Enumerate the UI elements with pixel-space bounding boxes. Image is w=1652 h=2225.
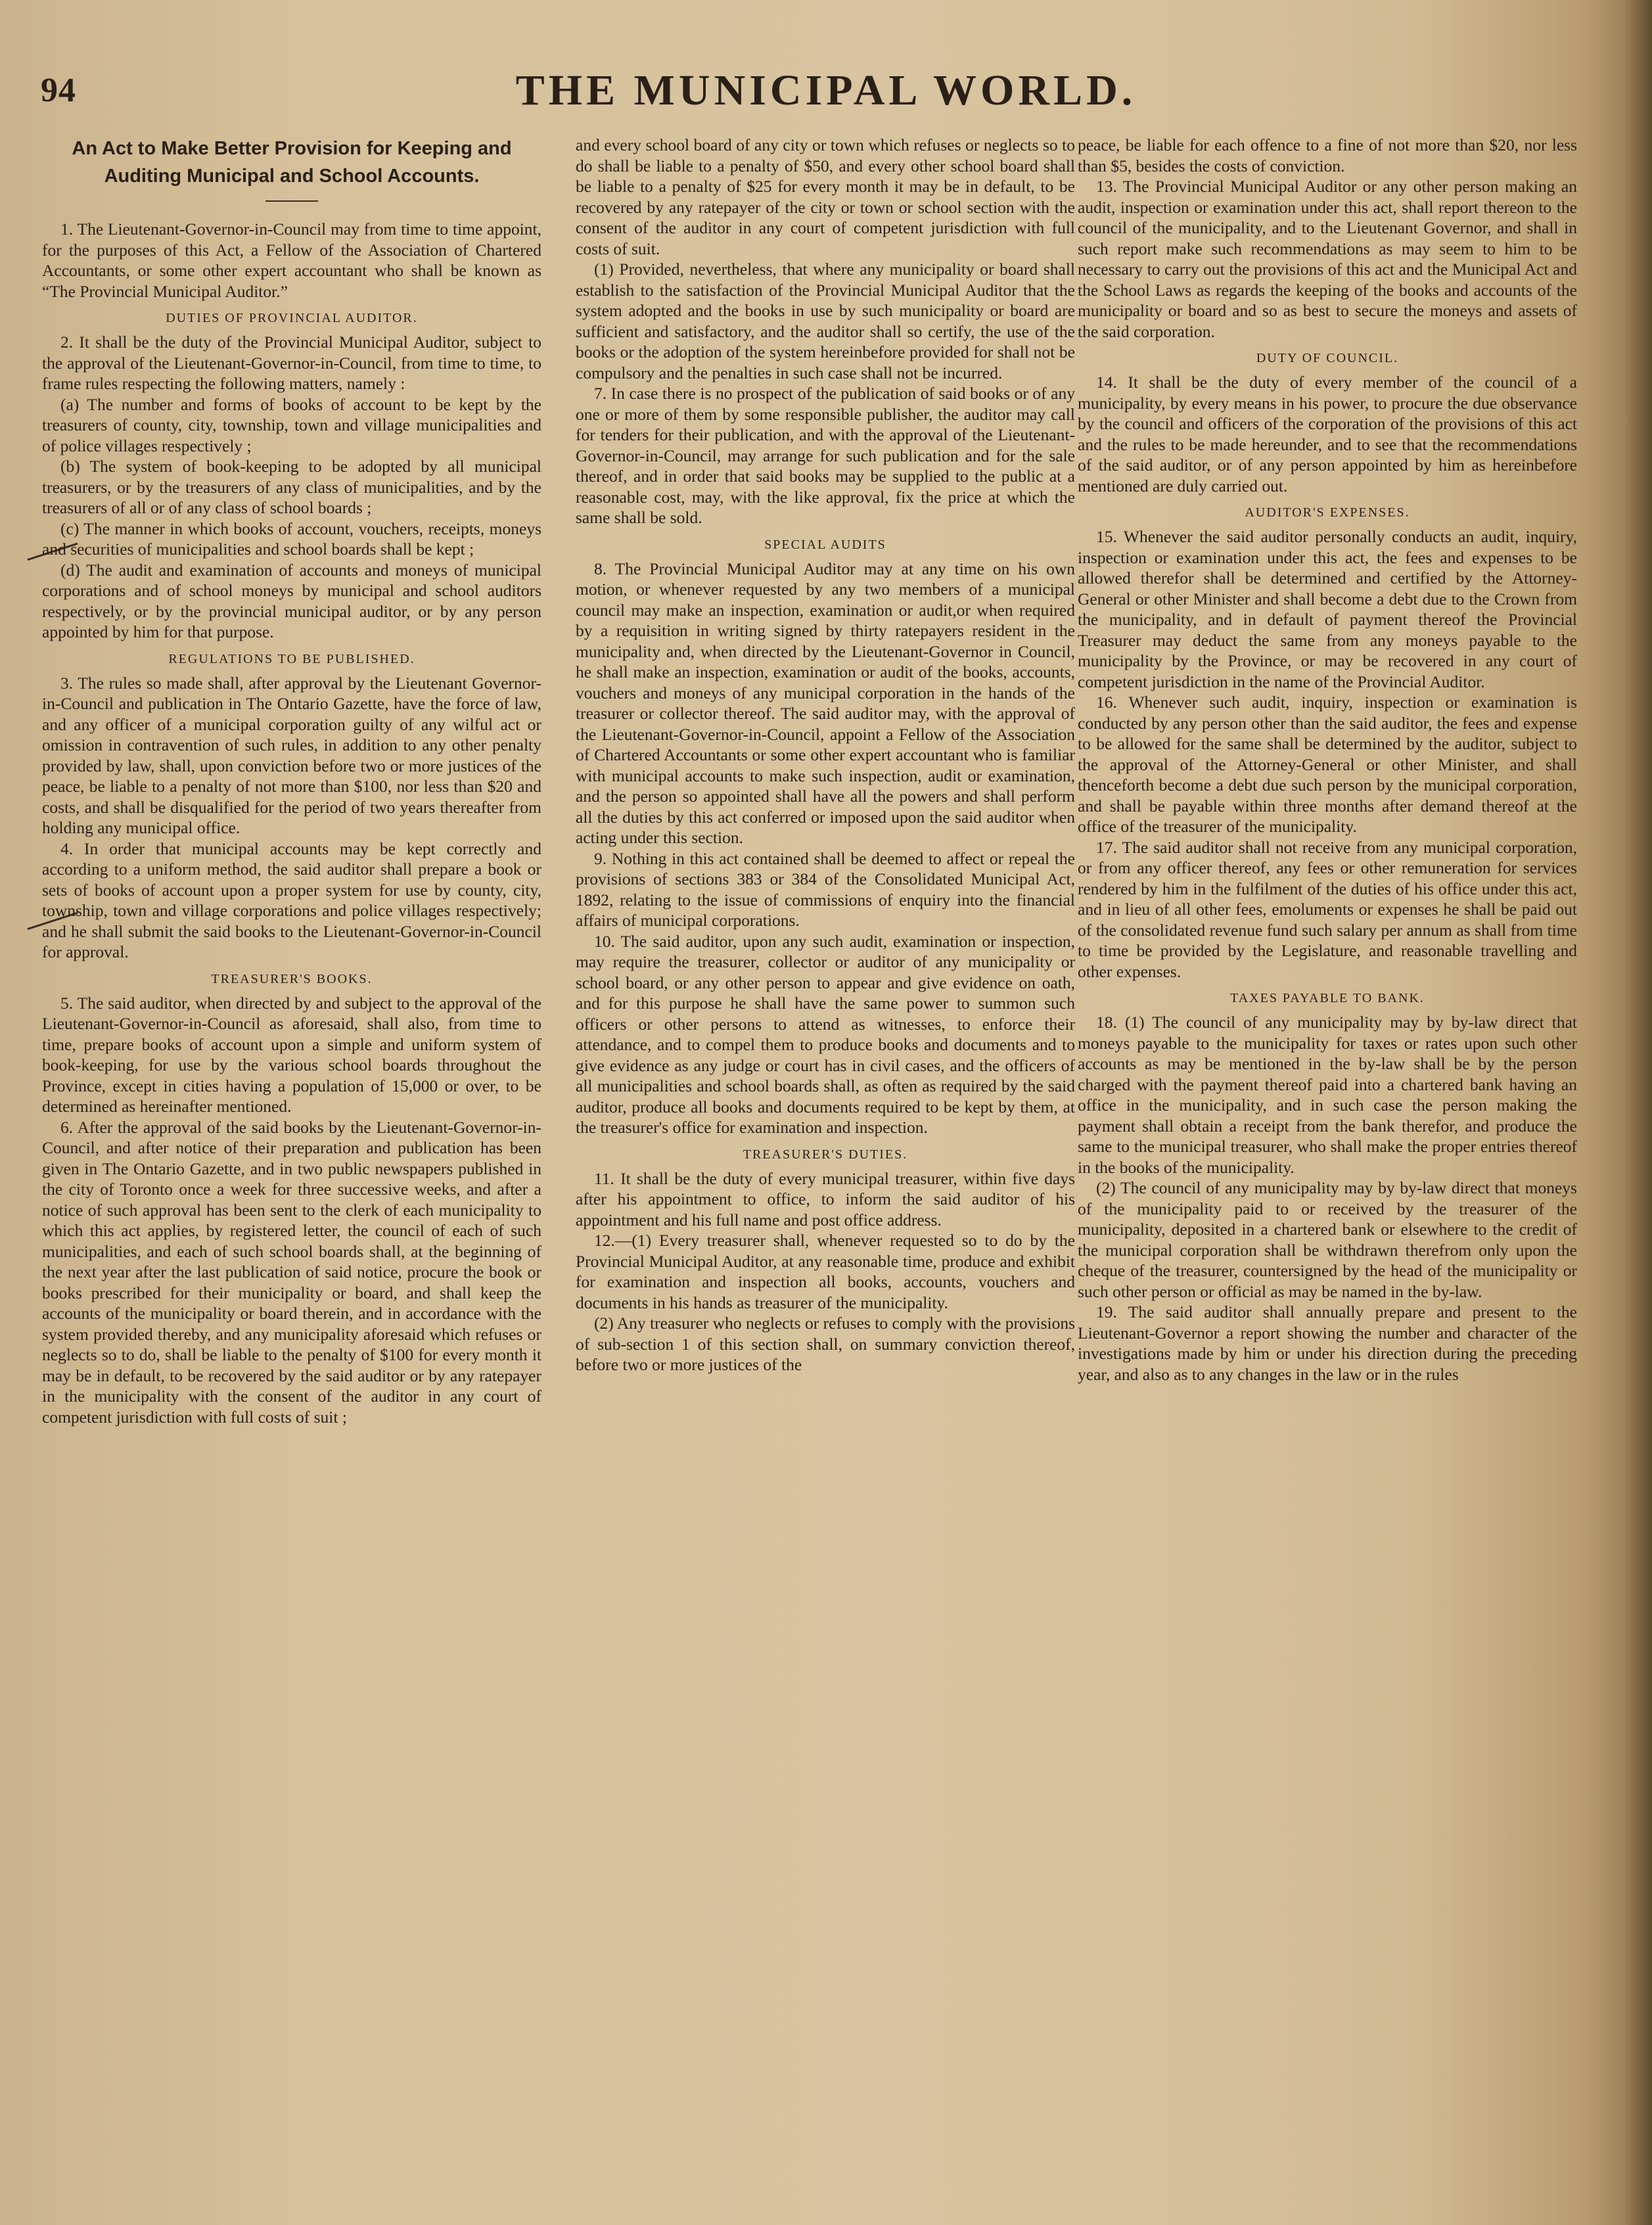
page-number: 94 (41, 72, 76, 109)
section-paragraph: 10. The said auditor, upon any such audit, examination or inspection, may require the treasurer, collector or auditor of any municipality or school board, or any other person to appear and give evidence on oath, and for this purpose he shall have the same power to summon such officers or other persons to attend as witnesses, to enforce their attendance, and to compel them to produce books and documents and to give evidence as any judge or court has in civil cases, and the officers of all municipalities and school boards shall, as often as required by the said auditor, produce all books and documents required to be kept by them, at the treasurer's office for examination and inspection. (576, 931, 1075, 1137)
section-paragraph: peace, be liable for each offence to a fine of not more than $20, nor less than $5, besides the costs of conviction. (1078, 135, 1577, 175)
section-paragraph: 1. The Lieutenant-Governor-in-Council may from time to time appoint, for the purposes of this Act, a Fellow of the Association of Chartered Accountants, or some other expert accountant who shall be known as “The Provincial Municipal Auditor.” (42, 219, 541, 301)
section-paragraph: 6. After the approval of the said books by the Lieutenant-Governor-in-Council, and after notice of their preparation and publication has been given in The Ontario Gazette, and in two public newspapers published in the city of Toronto once a week for three successive weeks, and after a notice of such approval has been sent to the clerk of each municipality to which this act applies, by registered letter, the council of each of such municipalities, and each of such school boards shall, at the beginning of the next year after the last publication of said notice, procure the book or books prescribed for their municipality or board, and shall keep the accounts of the municipality or board therein, and in accordance with the system provided thereby, and any municipality aforesaid which refuses or neglects so to do, shall be liable to the penalty of $100 for every month it may be in default, to be recovered by the said auditor or by any ratepayer in the municipality with the consent of the auditor in any court of competent jurisdiction with full costs of suit ; (42, 1117, 541, 1427)
section-heading: SPECIAL AUDITS (764, 537, 886, 552)
section-heading: TREASURER'S DUTIES. (743, 1147, 908, 1162)
publication-title: THE MUNICIPAL WORLD. (515, 66, 1137, 114)
section-paragraph: 17. The said auditor shall not receive from any municipal corporation, or from any officer thereof, any fees or other remuneration for services rendered by him in the fulfilment of the duties of his office under this act, and in lieu of all other fees, emoluments or expenses he shall be paid out of the consolidated revenue fund such salary per annum as shall from time to time be provided by the Legislature, and reasonable travelling and other expenses. (1078, 837, 1577, 981)
section-paragraph: (2) Any treasurer who neglects or refuses to comply with the provisions of sub-section 1 of this section shall, on summary conviction thereof, before two or more justices of the (576, 1314, 1075, 1374)
section-paragraph: 14. It shall be the duty of every member of the council of a municipality, by every means in his power, to procure the due observance by the council and officers of the corporation of the provisions of this act and the rules to be made hereunder, and to see that the recommendations of the said auditor, or of any person appointed by him as hereinbefore mentioned are duly carried out. (1078, 373, 1577, 495)
section-paragraph: (1) Provided, nevertheless, that where any municipality or board shall establish to the satisfaction of the Provincial Municipal Auditor that the system adopted and the books in use by such municipality or board are sufficient and satisfactory, and the auditor shall so certify, the use of the books or the adoption of the system hereinbefore provided for shall not be compulsory and the penalties in such case shall not be incurred. (576, 260, 1075, 382)
column-1 (42, 135, 541, 2205)
section-paragraph: (a) The number and forms of books of account to be kept by the treasurers of county, city, township, town and village municipalities and of police villages respectively ; (42, 394, 541, 455)
section-paragraph: 11. It shall be the duty of every municipal treasurer, within five days after his appointment to office, to inform the said auditor of his appointment and his full name and post office address. (576, 1168, 1075, 1229)
column-2 (576, 135, 1075, 2205)
section-paragraph: 18. (1) The council of any municipality may by by-law direct that moneys payable to the municipality for taxes or rates upon such other accounts as may be mentioned in the by-law shall be by the person charged with the payment thereof paid into a chartered bank having an office in the municipality, and in such case the person making the payment shall obtain a receipt from the bank therefor, and produce the same to the municipal treasurer, who shall make the proper entries thereof in the books of the municipality. (1078, 1013, 1577, 1177)
section-paragraph: 16. Whenever such audit, inquiry, inspection or examination is conducted by any person other than the said auditor, the fees and expense to be allowed for the same shall be determined by the auditor, subject to the approval of the Attorney-General or other Minister, and shall thenceforth become a debt due such person by the municipal corporation, and shall be payable within three months after demand thereof at the office of the treasurer of the municipality. (1078, 693, 1577, 836)
section-paragraph: 13. The Provincial Municipal Auditor or any other person making an audit, inspection or examination under this act, shall report thereon to the council of the municipality, and to the Lieutenant Governor, and shall in such report make such recommendations as may seem to him to be necessary to carry out the provisions of this act and the Municipal Act and the School Laws as regards the keeping of the books and accounts of the municipality or board and so as best to secure the moneys and assets of the said corporation. (1078, 177, 1577, 341)
section-paragraph: 4. In order that municipal accounts may be kept correctly and according to a uniform method, the said auditor shall prepare a book or sets of books of account upon a proper system for use by county, city, township, town and village corporations and police villages respectively; and he shall submit the said books to the Lieutenant-Governor-in-Council for approval. (42, 838, 541, 961)
section-paragraph: (2) The council of any municipality may by by-law direct that moneys of the municipality paid to or received by the treasurer of the municipality, deposited in a chartered bank or elsewhere to the credit of the municipal corporation shall be withdrawn therefrom only upon the cheque of the treasurer, countersigned by the head of the municipality or such other person or official as may be named in the by-law. (1078, 1178, 1577, 1301)
section-heading: TAXES PAYABLE TO BANK. (1230, 991, 1425, 1005)
title-rule (265, 200, 318, 202)
page-header (0, 0, 1652, 131)
column-3 (1078, 135, 1577, 2205)
section-heading: TREASURER'S BOOKS. (211, 971, 373, 986)
section-heading: DUTY OF COUNCIL. (1256, 351, 1399, 365)
section-paragraph: 3. The rules so made shall, after approval by the Lieutenant Governor-in-Council and publication in The Ontario Gazette, have the force of law, and any officer of a municipal corporation guilty of any wilful act or omission in contravention of such rules, in addition to any other penalty provided by law, shall, upon conviction before two or more justices of the peace, be liable to a penalty of not more than $100, nor less than $20 and costs, and shall be disqualified for the period of two years thereafter from holding any municipal office. (42, 673, 541, 837)
section-paragraph: 15. Whenever the said auditor personally conducts an audit, inquiry, inspection or examination under this act, the fees and expenses to be allowed therefor shall be determined and certified by the Attorney-General or other Minister and shall become a debt due to the Crown from the municipality, and in default of payment thereof the Provincial Treasurer may deduct the same from any moneys payable to the municipality by the Province, or may be recovered in any court of competent jurisdiction in the name of the Provincial Auditor. (1078, 527, 1577, 691)
section-heading: AUDITOR'S EXPENSES. (1245, 505, 1410, 520)
section-paragraph: (c) The manner in which books of account, vouchers, receipts, moneys and securities of municipalities and school boards shall be kept ; (42, 518, 541, 559)
article-title: An Act to Make Better Provision for Keeping and Auditing Municipal and School Accounts. (72, 138, 512, 187)
section-heading: DUTIES OF PROVINCIAL AUDITOR. (166, 311, 418, 325)
binding-edge (1626, 0, 1652, 2225)
section-paragraph: 7. In case there is no prospect of the publication of said books or of any one or more of them by some responsible publisher, the auditor may call for tenders for their publication, and with the approval of the Lieutenant-Governor-in-Council, may arrange for such publication and for the sale thereof, and in order that said books may be supplied to the public at a reasonable cost, may, with the like approval, fix the price at which the same shall be sold. (576, 384, 1075, 527)
section-paragraph: and every school board of any city or town which refuses or neglects so to do shall be liable to a penalty of $50, and every other school board shall be liable to a penalty of $25 for every month it may be in default, to be recovered by any ratepayer of the city or town or school section with the consent of the auditor in any court of competent jurisdiction with full costs of suit. (576, 135, 1075, 258)
section-paragraph: 19. The said auditor shall annually prepare and present to the Lieutenant-Governor a report showing the number and character of the investigations made by him or under his direction during the preceding year, and also as to any changes in the law or in the rules (1078, 1302, 1577, 1384)
section-paragraph: 2. It shall be the duty of the Provincial Municipal Auditor, subject to the approval of the Lieutenant-Governor-in-Council, from time to time, to frame rules respecting the following matters, namely : (42, 333, 541, 393)
section-paragraph: 8. The Provincial Municipal Auditor may at any time on his own motion, or whenever requested by any two members of a municipal council may make an inspection, examination or audit,or when required by a requisition in writing signed by thirty ratepayers resident in the municipality and, when directed by the Lieutenant-Governor in Council, he shall make an inspection, examination or audit of the books, accounts, vouchers and moneys of any municipal corporation in the hands of the treasurer or collector thereof. The said auditor may, with the approval of the Lieutenant-Governor-in-Council, appoint a Fellow of the Association of Chartered Accountants or some other expert accountant who is familiar with municipal accounts to make such inspection, audit or examination, and the person so appointed shall have all the powers and shall perform all the duties by this act conferred or imposed upon the said auditor when acting under this section. (576, 559, 1075, 847)
section-paragraph: 5. The said auditor, when directed by and subject to the approval of the Lieutenant-Governor-in-Council as aforesaid, shall also, from time to time, prepare books of account upon a simple and uniform system of book-keeping, for use by the various school boards throughout the Province, except in cities having a population of 15,000 or over, to be determined as hereinafter mentioned. (42, 993, 541, 1116)
section-paragraph: 9. Nothing in this act contained shall be deemed to affect or repeal the provisions of sections 383 or 384 of the Consolidated Municipal Act, 1892, relating to the issue of commissions of enquiry into the financial affairs of municipal corporations. (576, 848, 1075, 930)
section-paragraph: 12.—(1) Every treasurer shall, whenever requested so to do by the Provincial Municipal Auditor, at any reasonable time, produce and exhibit for examination and inspection all books, accounts, vouchers and documents in his hands as treasurer of the municipality. (576, 1231, 1075, 1312)
section-heading: REGULATIONS TO BE PUBLISHED. (168, 651, 415, 666)
section-paragraph: (d) The audit and examination of accounts and moneys of municipal corporations and of school moneys by municipal and school auditors respectively, or by the provincial municipal auditor, or by any person appointed by him for that purpose. (42, 560, 541, 641)
section-paragraph: (b) The system of book-keeping to be adopted by all municipal treasurers, or by the treasurers of any class of municipalities, and by the treasurers of all or of any class of school boards ; (42, 457, 541, 517)
